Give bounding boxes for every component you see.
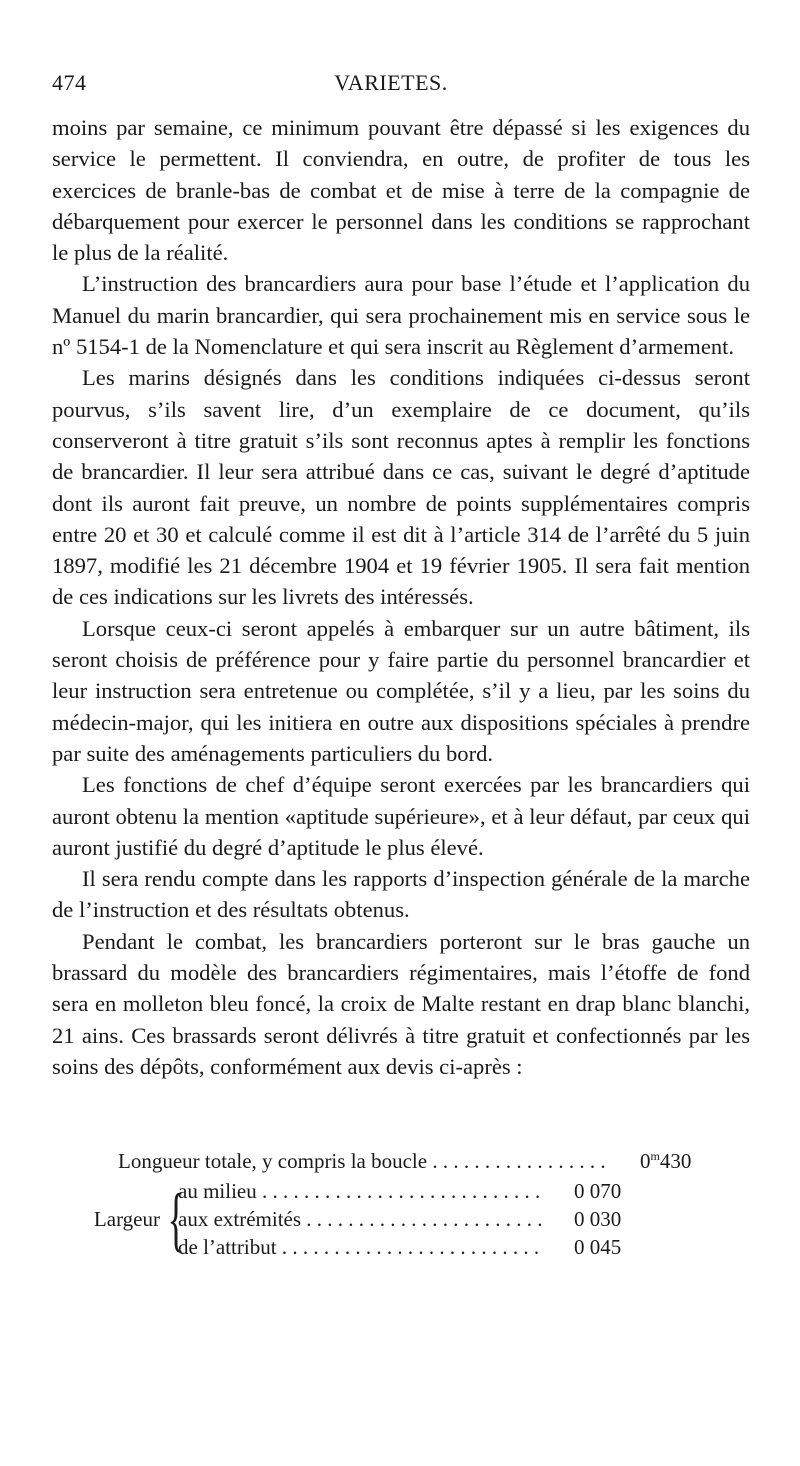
page-number: 474 <box>52 70 87 95</box>
paragraph: Lorsque ceux-ci seront appelés à embarquer sur un autre bâtiment, ils seront choisis de préférence pour y faire partie du personnel brancardier et leur instruction sera entretenue ou complétée, s’il y a lieu, par les soins du médecin-major, qui les initiera en outre aux dispositions spéciales à prendre par suite des aménagements particuliers du bord. <box>52 615 750 766</box>
table-row-longueur <box>52 1142 750 1175</box>
largeur-label: Largeur <box>93 1207 160 1232</box>
paragraph: Il sera rendu compte dans les rapports d’inspection générale de la marche de l’instruction et des résultats obtenus. <box>52 866 750 923</box>
page-header <box>52 70 750 112</box>
table-row: aux extrémités . . . 0 030 <box>178 1205 750 1233</box>
body-text <box>52 112 750 1082</box>
paragraph: moins par semaine, ce minimum pouvant être dépassé si les exigences du service le permettent. Il conviendra, en outre, de profiter de tous les exercices de branle-bas de combat et de mise à terre de la compagnie de débarquement pour exercer le personnel dans les conditions se rapprochant le plus de la réalité. <box>52 115 750 266</box>
largeur-group <box>52 1177 750 1261</box>
paragraph: L’instruction des brancardiers aura pour base l’étude et l’application du Manuel du marin brancardier, qui sera prochainement mis en service sous le nº 5154-1 de la Nomenclature et qui sera inscrit au Règlement d’armement. <box>52 271 750 360</box>
longueur-label: Longueur totale, y compris la boucle . . . <box>52 1147 610 1175</box>
paragraph: Les fonctions de chef d’équipe seront exercées par les brancardiers qui auront obtenu la mention «aptitude supérieure», et à leur défaut, par ceux qui auront justifié du degré d’aptitude le plus élevé. <box>52 772 750 860</box>
paragraph: Les marins désignés dans les conditions indiquées ci-dessus seront pourvus, s’ils savent lire, d’un exemplaire de ce document, qu’ils conserveront à titre gratuit s’ils sont reconnus aptes à remplir les fonctions de brancardier. Il leur sera attribué dans ce cas, suivant le degré d’aptitude dont ils auront fait preuve, un nombre de points supplémentaires compris entre 20 et 30 et calculé comme il est dit à l’article 314 de l’arrêté du 5 juin 1897, modifié les 21 décembre 1904 et 19 février 1905. Il sera fait mention de ces indications sur les livrets des intéressés. <box>52 365 750 610</box>
running-title: VARIETES. <box>334 70 448 95</box>
largeur-rows <box>178 1177 750 1261</box>
brace: { <box>167 1179 185 1260</box>
paragraph: Pendant le combat, les brancardiers porteront sur le bras gauche un brassard du modèle des brancardiers régimentaires, mais l’étoffe de fond sera en molleton bleu foncé, la croix de Malte restant en drap blanc blanchi, 21 ains. Ces brassards seront délivrés à titre gratuit et confectionnés par les soins des dépôts, conformément aux devis ci-après : <box>52 928 750 1079</box>
table-row: au milieu . . . 0 070 <box>178 1177 750 1205</box>
table-row: de l’attribut . . . 0 045 <box>178 1233 750 1261</box>
dimensions-table <box>52 1142 750 1261</box>
longueur-value: 0$^m$430 <box>640 1149 692 1174</box>
